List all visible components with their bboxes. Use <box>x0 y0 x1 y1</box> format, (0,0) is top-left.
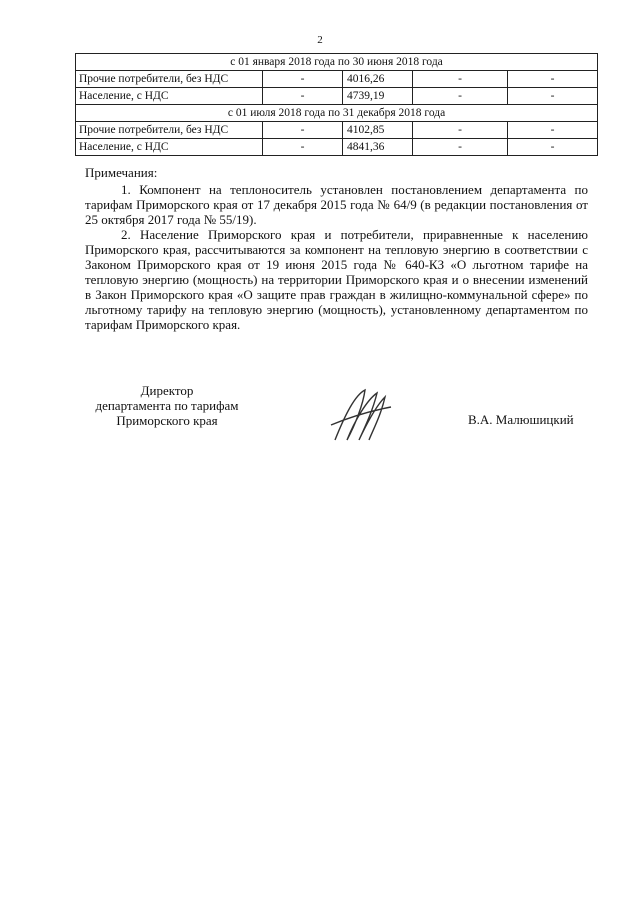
cell-dash: - <box>413 88 508 105</box>
table-row <box>76 88 598 105</box>
page-number: 2 <box>317 34 323 46</box>
period-row <box>76 105 598 122</box>
cell-dash: - <box>263 139 343 156</box>
cell-dash: - <box>508 139 598 156</box>
cell-dash: - <box>413 139 508 156</box>
cell-dash: - <box>263 122 343 139</box>
cell-dash: - <box>413 71 508 88</box>
signatory-name: В.А. Малюшицкий <box>468 412 574 427</box>
table-row <box>76 71 598 88</box>
consumer-label: Прочие потребители, без НДС <box>76 71 263 88</box>
notes-section <box>85 165 588 332</box>
table-row <box>76 139 598 156</box>
cell-dash: - <box>263 71 343 88</box>
consumer-label: Население, с НДС <box>76 88 263 105</box>
note-item: 1. Компонент на теплоноситель установлен постановлением департамента по тарифам Приморского края от 17 декабря 2015 года № 64/9 (в редакции постановления от 25 октября 2017 года № 55/19). <box>85 182 588 227</box>
period-label: с 01 января 2018 года по 30 июня 2018 года <box>76 54 598 71</box>
cell-dash: - <box>263 88 343 105</box>
period-row <box>76 54 598 71</box>
period-label: с 01 июля 2018 года по 31 декабря 2018 года <box>76 105 598 122</box>
tariff-value: 4016,26 <box>343 71 413 88</box>
signatory-title <box>82 383 252 428</box>
cell-dash: - <box>508 71 598 88</box>
signatory-title-line: Приморского края <box>116 413 218 428</box>
cell-dash: - <box>508 122 598 139</box>
note-item: 2. Население Приморского края и потребители, приравненные к населению Приморского края, рассчитываются за компонент на тепловую энергию в соответствии с Законом Приморского края от 19 июня 2015 года № 640-КЗ «О льготном тарифе на тепловую энергию (мощность) на территории Приморского края и о внесении изменений в Закон Приморского края «О защите прав граждан в жилищно-коммунальной сфере» по льготному тарифу на тепловую энергию (мощность), установленному департаментом по тарифам Приморского края. <box>85 227 588 332</box>
handwritten-signature <box>325 385 395 445</box>
notes-heading: Примечания: <box>85 165 158 180</box>
cell-dash: - <box>508 88 598 105</box>
tariff-value: 4102,85 <box>343 122 413 139</box>
signatory-title-line: Директор <box>140 383 194 398</box>
table-row <box>76 122 598 139</box>
signatory-title-line: департамента по тарифам <box>95 398 239 413</box>
tariff-table <box>75 53 598 156</box>
consumer-label: Прочие потребители, без НДС <box>76 122 263 139</box>
tariff-value: 4739,19 <box>343 88 413 105</box>
tariff-value: 4841,36 <box>343 139 413 156</box>
consumer-label: Население, с НДС <box>76 139 263 156</box>
cell-dash: - <box>413 122 508 139</box>
